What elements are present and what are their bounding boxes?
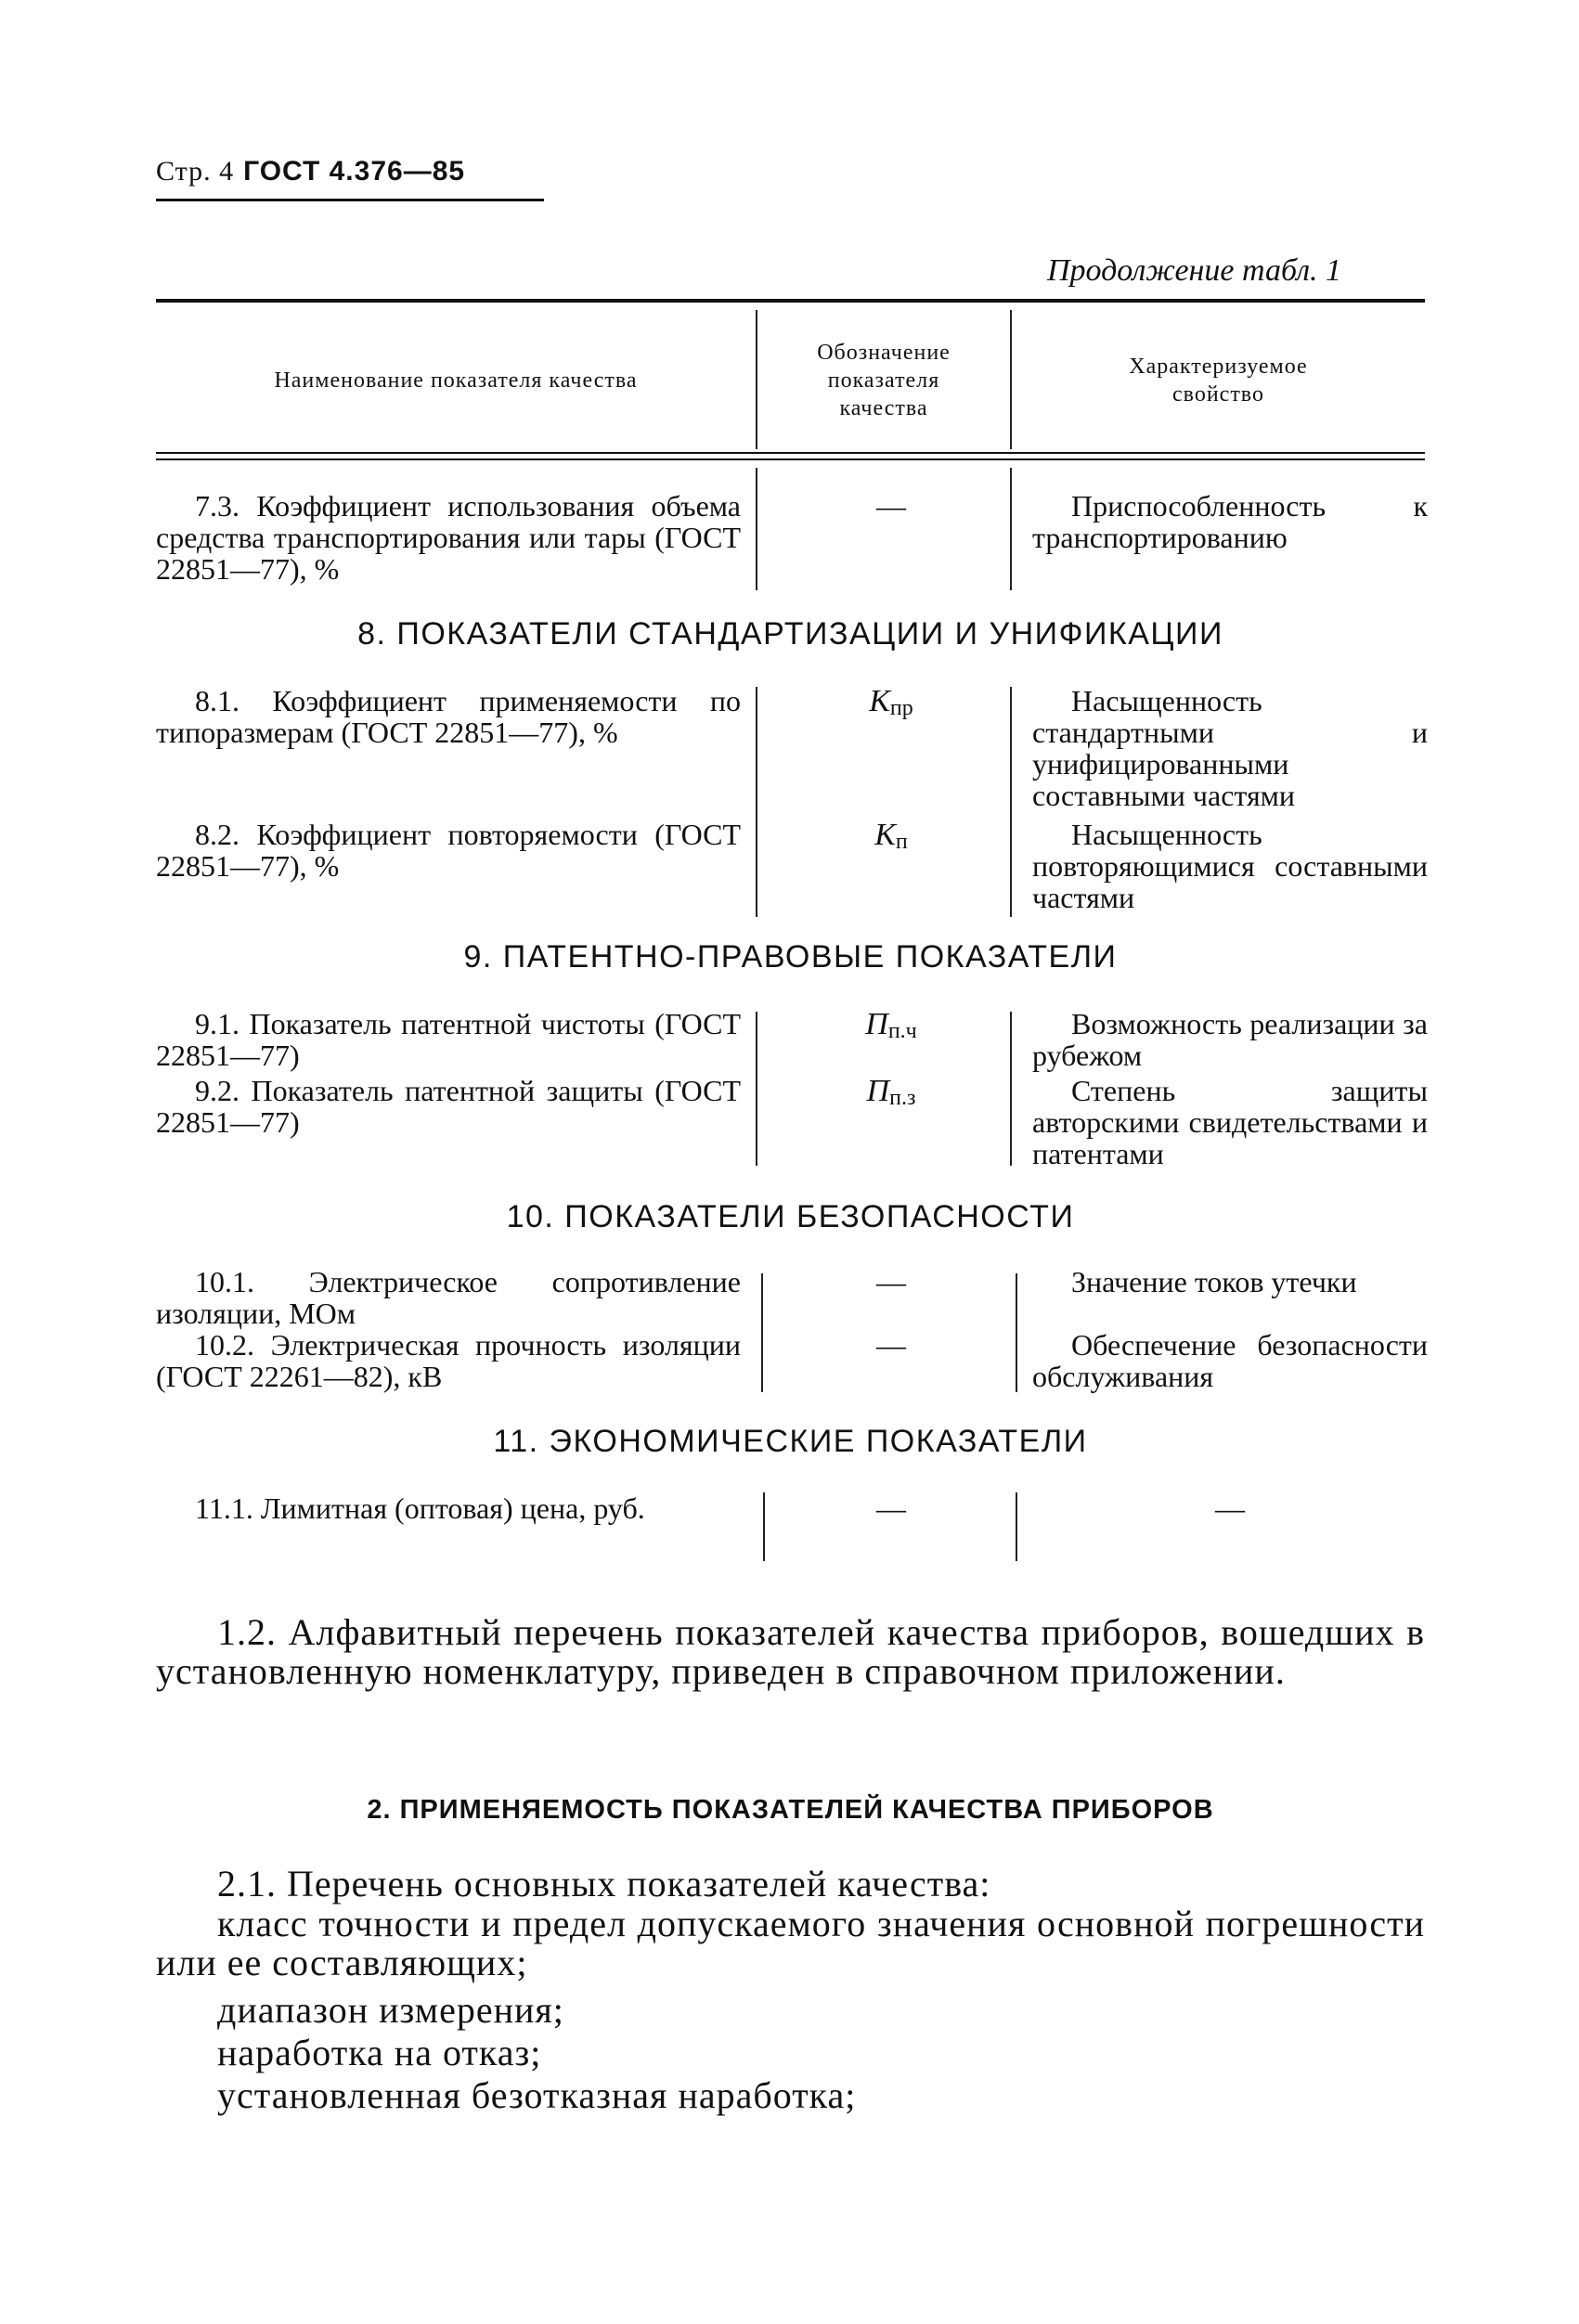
row-8-2-name: 8.2. Коэффициент повторяемости (ГОСТ 22851—77), %	[156, 818, 741, 883]
row-9-2-name: 9.2. Показатель патентной защиты (ГОСТ 22851—77)	[156, 1074, 741, 1139]
row-9-1-name: 9.1. Показатель патентной чистоты (ГОСТ 22851—77)	[156, 1007, 741, 1072]
row-9-1-symbol: $П_{п.ч}$	[865, 1007, 917, 1043]
section-2-heading: 2. ПРИМЕНЯЕМОСТЬ ПОКАЗАТЕЛЕЙ КАЧЕСТВА ПРИБОРОВ	[367, 1795, 1214, 1825]
section-11-title: 11. ЭКОНОМИЧЕСКИЕ ПОКАЗАТЕЛИ	[493, 1424, 1088, 1459]
row-10-1-property: Значение токов утечки	[1071, 1265, 1357, 1298]
row-11-1-property: —	[1215, 1491, 1245, 1525]
paragraph-1-2: 1.2. Алфавитный перечень показателей качества приборов, вошедших в установленную номенклатуру, приведен в справочном приложении.	[156, 1611, 1425, 1692]
row-divider	[756, 687, 757, 917]
header-property: Характеризуемое свойство	[1129, 355, 1308, 407]
row-7-3-symbol: —	[876, 489, 906, 523]
row-11-1-name: 11.1. Лимитная (оптовая) цена, руб.	[195, 1491, 645, 1525]
section-9-title: 9. ПАТЕНТНО-ПРАВОВЫЕ ПОКАЗАТЕЛИ	[463, 939, 1118, 975]
row-11-1-symbol: —	[876, 1491, 906, 1525]
header-rule-2	[156, 458, 1425, 460]
row-divider	[763, 1492, 765, 1561]
row-10-1-name: 10.1. Электрическое сопротивление изоляции, МОм	[156, 1265, 741, 1330]
row-9-2-property: Степень защиты авторскими свидетельствами и патентами	[1032, 1074, 1428, 1170]
row-divider	[756, 1012, 757, 1166]
row-7-3-property: Приспособленность к транспортированию	[1032, 489, 1428, 554]
row-9-1-property: Возможность реализации за рубежом	[1032, 1007, 1428, 1072]
table-continuation-label: Продолжение табл. 1	[1047, 253, 1342, 288]
row-divider	[1010, 468, 1012, 590]
section-2-intro: 2.1. Перечень основных показателей качества:	[217, 1863, 991, 1904]
header-designation: Обозначение показателя качества	[817, 341, 951, 420]
row-divider	[1016, 1492, 1017, 1561]
list-item: наработка на отказ;	[217, 2032, 542, 2073]
header-divider-1	[756, 310, 757, 449]
header-divider-2	[1010, 310, 1012, 449]
page-header	[156, 156, 465, 187]
header-name: Наименование показателя качества	[274, 368, 638, 393]
list-item: установленная безотказная наработка;	[217, 2074, 857, 2116]
table-top-rule	[156, 299, 1425, 303]
row-10-2-name: 10.2. Электрическая прочность изоляции (ГОСТ 22261—82), кВ	[156, 1328, 741, 1393]
list-item: диапазон измерения;	[217, 1989, 564, 2031]
list-item: класс точности и предел допускаемого значения основной погрешности или ее составляющих;	[156, 1903, 1425, 1983]
standard-number: ГОСТ 4.376—85	[243, 156, 466, 187]
row-divider	[1016, 1273, 1017, 1392]
row-10-2-property: Обеспечение безопасности обслуживания	[1032, 1328, 1428, 1393]
row-8-1-property: Насыщенность стандартными и унифицированными составными частями	[1032, 684, 1428, 812]
section-10-title: 10. ПОКАЗАТЕЛИ БЕЗОПАСНОСТИ	[506, 1199, 1075, 1234]
row-divider	[761, 1273, 763, 1392]
row-7-3-name: 7.3. Коэффициент использования объема средства транспортирования или тары (ГОСТ 22851—77), %	[156, 489, 741, 586]
header-rule	[156, 199, 544, 201]
page-label: Стр. 4	[156, 156, 235, 187]
row-8-1-name: 8.1. Коэффициент применяемости по типоразмерам (ГОСТ 22851—77), %	[156, 684, 741, 749]
row-9-2-symbol: $П_{п.з}$	[866, 1074, 916, 1110]
header-rule-1	[156, 452, 1425, 454]
row-8-2-symbol: $К_п$	[874, 818, 908, 854]
row-10-1-symbol: —	[876, 1265, 906, 1298]
section-8-title: 8. ПОКАЗАТЕЛИ СТАНДАРТИЗАЦИИ И УНИФИКАЦИИ	[357, 616, 1223, 652]
row-8-1-symbol: $К_{пр}$	[869, 684, 913, 720]
row-10-2-symbol: —	[876, 1328, 906, 1362]
row-divider	[756, 468, 757, 590]
row-8-2-property: Насыщенность повторяющимися составными частями	[1032, 818, 1428, 914]
row-divider	[1010, 1012, 1012, 1166]
row-divider	[1010, 687, 1012, 917]
